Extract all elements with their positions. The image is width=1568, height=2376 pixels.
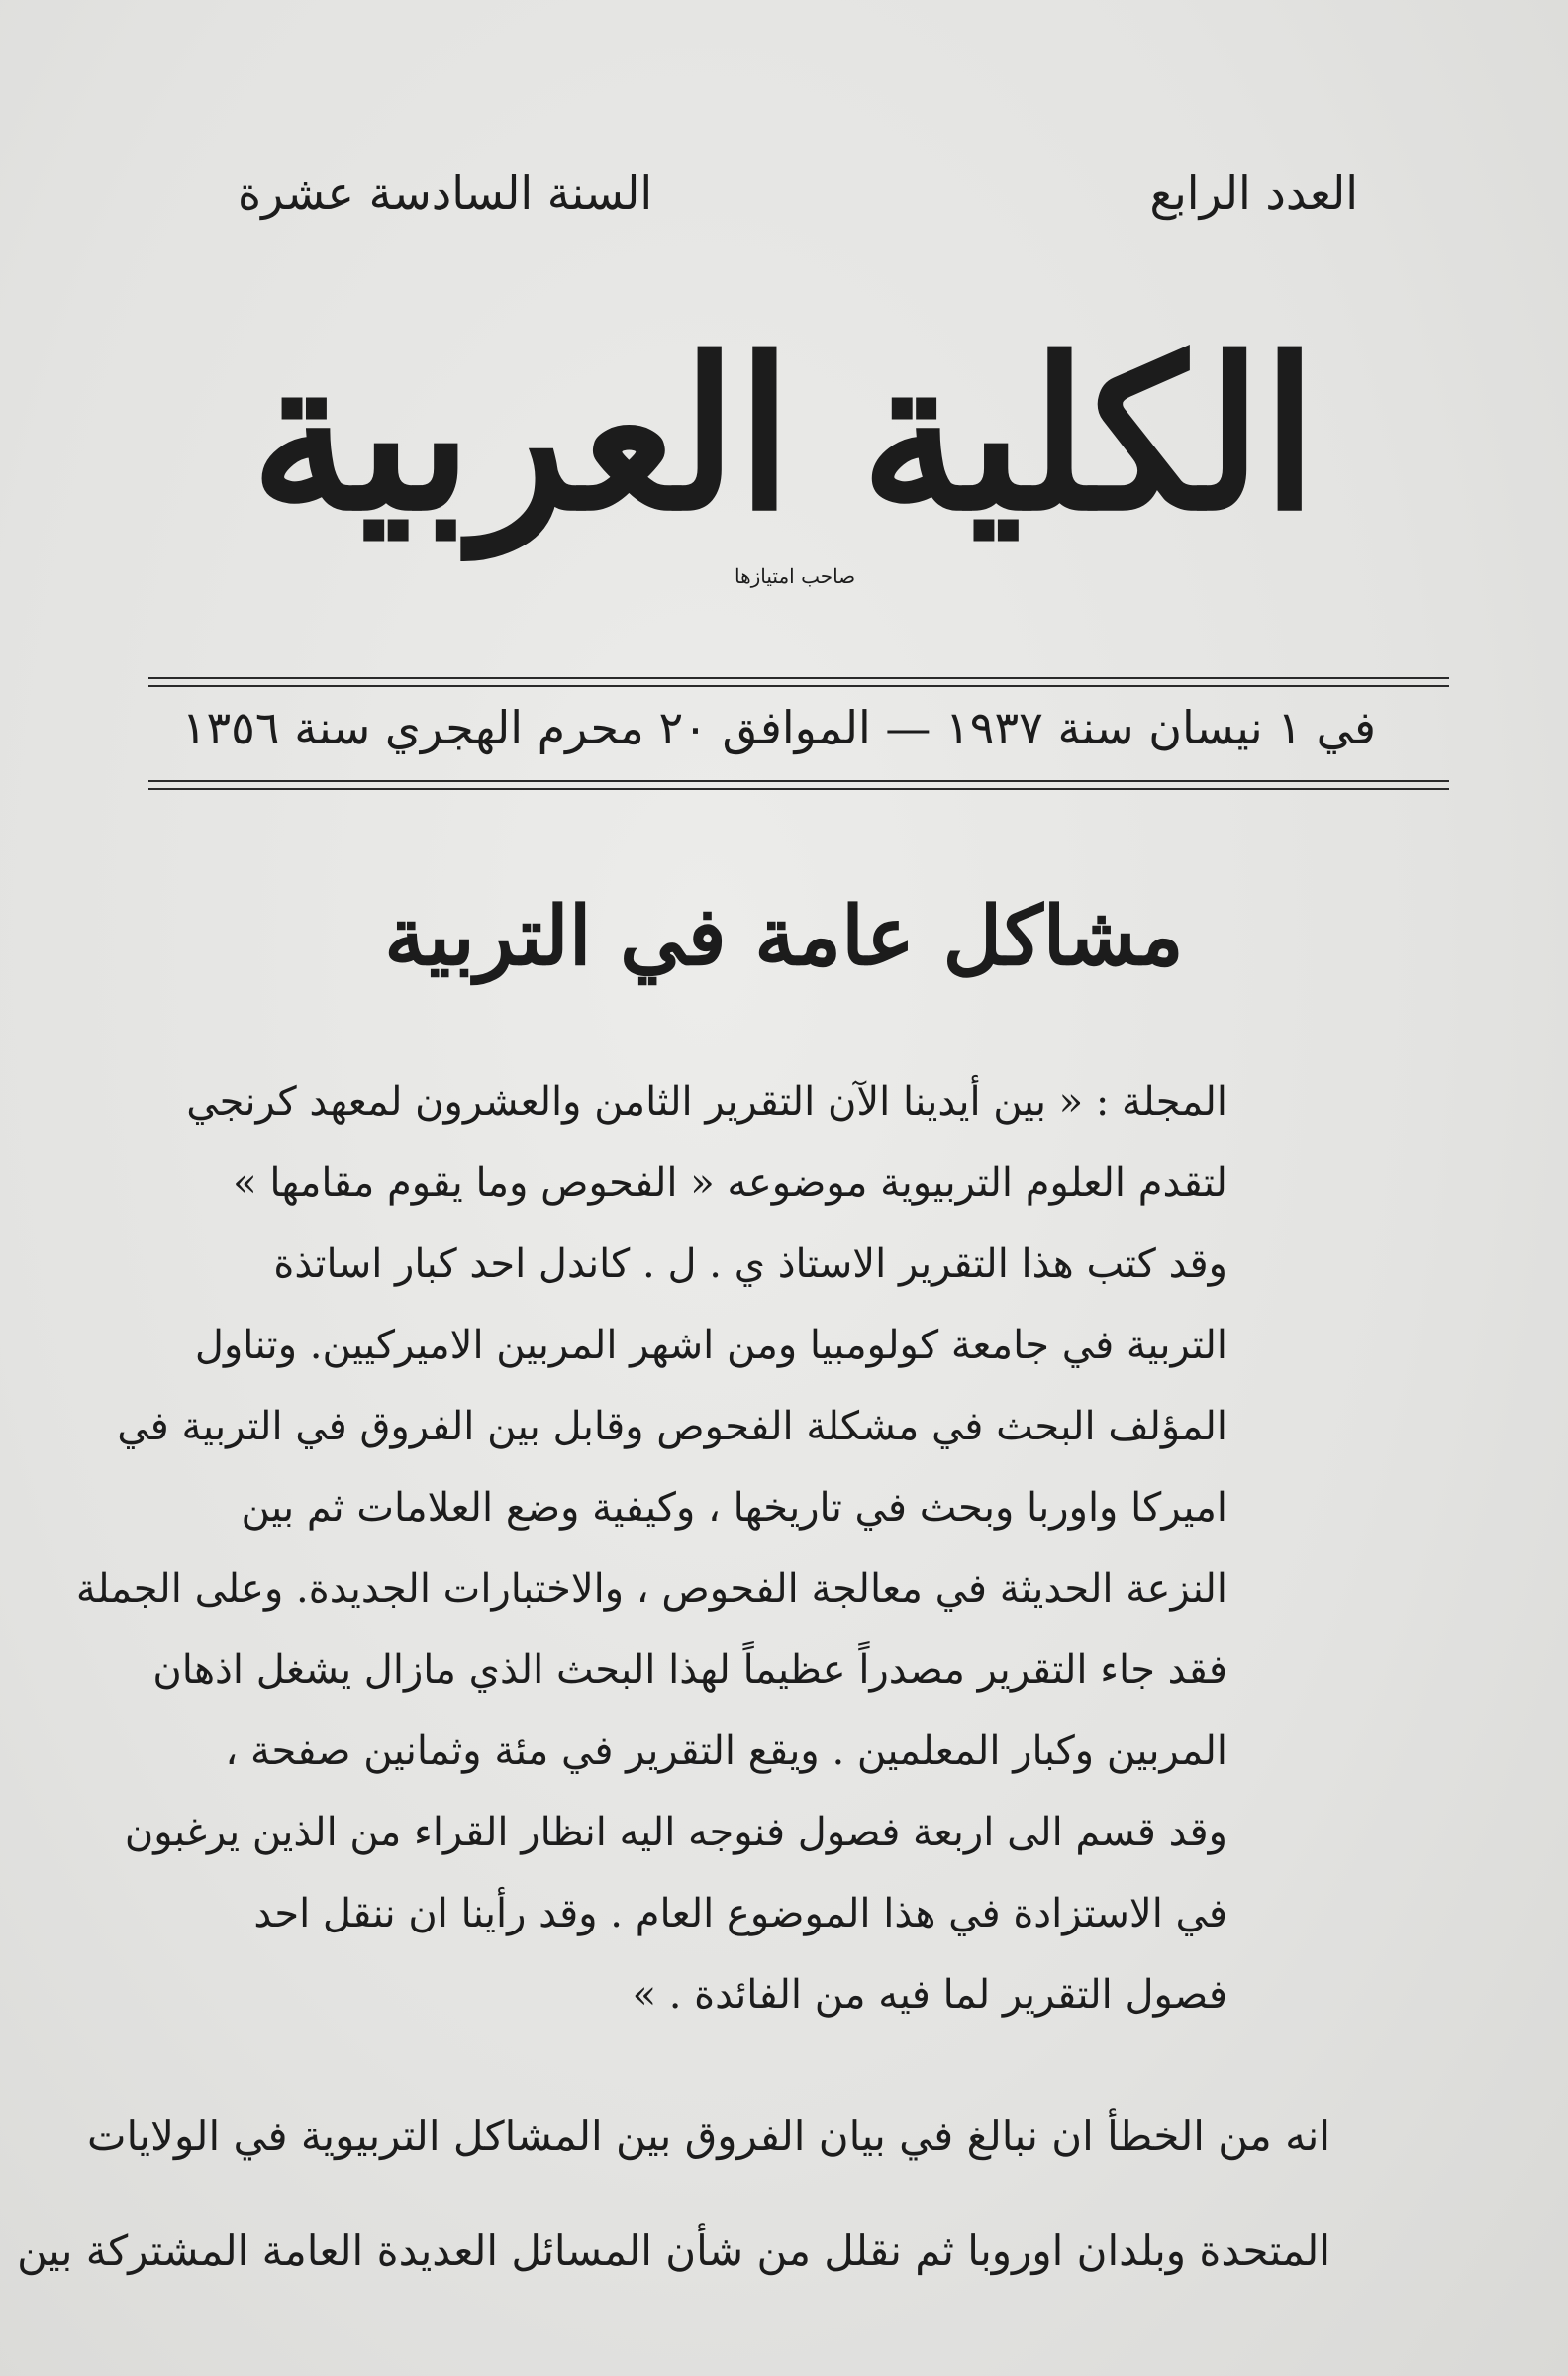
top-double-rule-2 <box>148 685 1449 687</box>
intro-line: التربية في جامعة كولومبيا ومن اشهر المربين الاميركيين. وتناول <box>194 1323 1227 1368</box>
intro-line: المؤلف البحث في مشكلة الفحوص وقابل بين الفروق في التربية في <box>117 1404 1227 1449</box>
intro-line: في الاستزادة في هذا الموضوع العام . وقد رأينا ان ننقل احد <box>253 1891 1227 1936</box>
volume-year: السنة السادسة عشرة <box>238 166 653 220</box>
dateline: في ١ نيسان سنة ١٩٣٧ — الموافق ٢٠ محرم الهجري سنة ١٣٥٦ <box>181 701 1376 754</box>
intro-line: النزعة الحديثة في معالجة الفحوص ، والاختبارات الجديدة. وعلى الجملة <box>75 1566 1227 1612</box>
intro-line: وقد قسم الى اربعة فصول فنوجه اليه انظار القراء من الذين يرغبون <box>124 1810 1227 1855</box>
intro-line: فصول التقرير لما فيه من الفائدة . » <box>632 1972 1227 2018</box>
masthead-founder-note: صاحب امتيازها <box>735 564 856 588</box>
body-line: المتحدة وبلدان اوروبا ثم نقلل من شأن المسائل العديدة العامة المشتركة بين <box>17 2227 1330 2275</box>
intro-line: المجلة : « بين أيدينا الآن التقرير الثامن والعشرون لمعهد كرنجي <box>186 1079 1227 1125</box>
intro-line: لتقدم العلوم التربيوية موضوعه « الفحوص وما يقوم مقامها » <box>233 1160 1227 1206</box>
body-line: انه من الخطأ ان نبالغ في بيان الفروق بين المشاكل التربيوية في الولايات <box>86 2112 1330 2160</box>
masthead-title: الكلية العربية <box>250 313 1318 557</box>
issue-number: العدد الرابع <box>1149 166 1358 220</box>
article-intro <box>75 1061 1227 2035</box>
intro-line: اميركا واوربا وبحث في تاريخها ، وكيفية وضع العلامات ثم بين <box>241 1485 1227 1531</box>
intro-line: المربين وكبار المعلمين . ويقع التقرير في مئة وثمانين صفحة ، <box>225 1729 1227 1774</box>
bottom-double-rule-1 <box>148 780 1449 782</box>
bottom-double-rule-2 <box>148 788 1449 790</box>
intro-line: وقد كتب هذا التقرير الاستاذ ي . ل . كاندل احد كبار اساتذة <box>273 1241 1227 1287</box>
article-title: مشاكل عامة في التربية <box>384 889 1184 984</box>
intro-line: فقد جاء التقرير مصدراً عظيماً لهذا البحث الذي مازال يشغل اذهان <box>152 1647 1227 1693</box>
top-double-rule-1 <box>148 677 1449 679</box>
article-body <box>17 2079 1330 2309</box>
